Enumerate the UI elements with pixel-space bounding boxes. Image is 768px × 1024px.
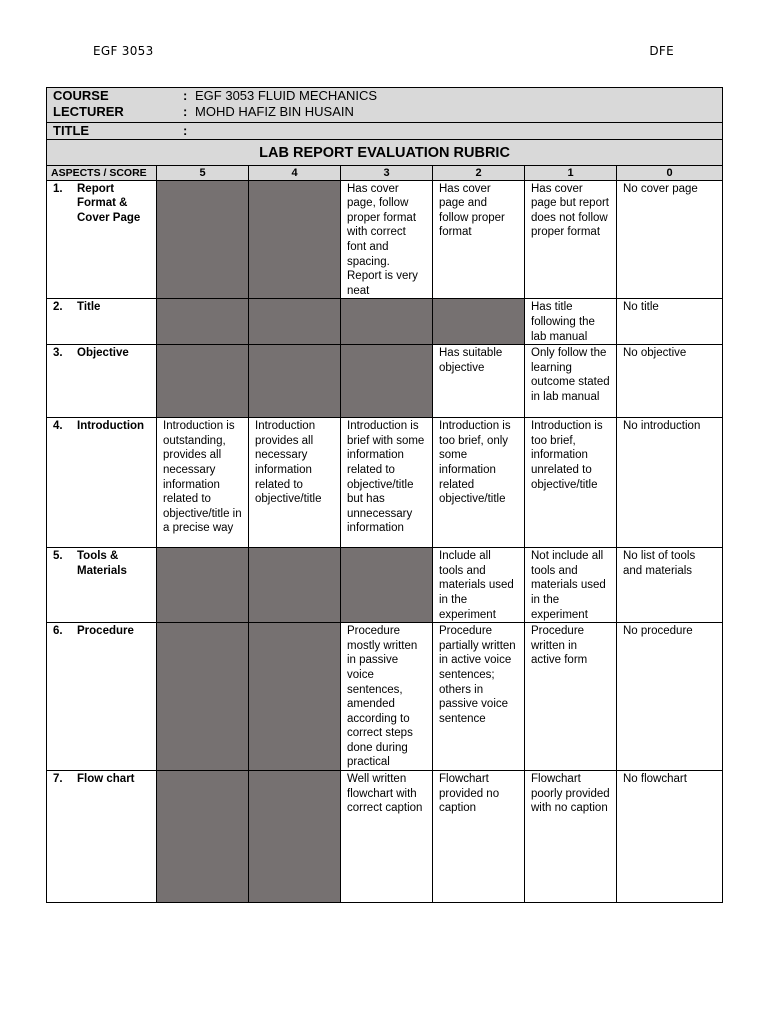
shaded-cell <box>249 623 341 771</box>
aspect-cell <box>47 548 157 623</box>
criteria-cell: Introduction is too brief, only some information related objective/title <box>433 418 525 548</box>
rubric-row <box>47 771 723 903</box>
criteria-cell: Has suitable objective <box>433 345 525 418</box>
shaded-cell <box>341 548 433 623</box>
rubric-row <box>47 623 723 771</box>
info-box <box>47 88 723 123</box>
aspect-name: Procedure <box>77 625 134 638</box>
criteria-cell: Only follow the learning outcome stated in lab manual <box>525 345 617 418</box>
shaded-cell <box>157 299 249 345</box>
criteria-cell: Procedure written in active form <box>525 623 617 771</box>
lecturer-label: LECTURER <box>53 103 124 119</box>
shaded-cell <box>157 623 249 771</box>
criteria-cell: No list of tools and materials <box>617 548 723 623</box>
criteria-cell: No introduction <box>617 418 723 548</box>
criteria-cell: Well written flowchart with correct caption <box>341 771 433 903</box>
aspect-name: Title <box>77 301 101 314</box>
criteria-cell: Has title following the lab manual <box>525 299 617 345</box>
criteria-cell: Procedure partially written in active voice sentences; others in passive voice sentence <box>433 623 525 771</box>
rubric-row <box>47 418 723 548</box>
shaded-cell <box>157 180 249 299</box>
aspect-number: 6. <box>53 625 63 638</box>
score-header-0: 0 <box>617 165 723 180</box>
course-value: EGF 3053 FLUID MECHANICS <box>195 87 378 103</box>
title-colon: : <box>183 122 188 138</box>
course-colon: : <box>183 87 188 103</box>
title-box <box>47 123 723 140</box>
aspect-name: Report Format & Cover Page <box>77 182 141 224</box>
criteria-cell: Introduction provides all necessary information related to objective/title <box>249 418 341 548</box>
score-header-row <box>47 165 723 180</box>
aspect-name: Introduction <box>77 420 145 433</box>
criteria-cell: Include all tools and materials used in the experiment <box>433 548 525 623</box>
aspect-cell <box>47 299 157 345</box>
rubric-title: LAB REPORT EVALUATION RUBRIC <box>47 140 723 166</box>
aspect-number: 5. <box>53 550 63 563</box>
shaded-cell <box>249 345 341 418</box>
rubric-row <box>47 345 723 418</box>
score-header-1: 1 <box>525 165 617 180</box>
shaded-cell <box>341 345 433 418</box>
shaded-cell <box>249 548 341 623</box>
score-header-5: 5 <box>157 165 249 180</box>
title-label: TITLE <box>53 122 90 138</box>
aspect-cell <box>47 418 157 548</box>
shaded-cell <box>433 299 525 345</box>
score-header-2: 2 <box>433 165 525 180</box>
criteria-cell: Procedure mostly written in passive voice sentences, amended according to correct steps done during practical <box>341 623 433 771</box>
shaded-cell <box>249 299 341 345</box>
aspect-cell <box>47 623 157 771</box>
score-header-3: 3 <box>341 165 433 180</box>
shaded-cell <box>341 299 433 345</box>
criteria-cell: No flowchart <box>617 771 723 903</box>
shaded-cell <box>157 345 249 418</box>
criteria-cell: Flowchart provided no caption <box>433 771 525 903</box>
rubric-row <box>47 548 723 623</box>
score-header-4: 4 <box>249 165 341 180</box>
shaded-cell <box>249 180 341 299</box>
aspect-name: Tools & Materials <box>77 550 127 577</box>
shaded-cell <box>157 771 249 903</box>
criteria-cell: Has cover page and follow proper format <box>433 180 525 299</box>
department-header: DFE <box>649 44 674 58</box>
rubric-row <box>47 299 723 345</box>
criteria-cell: No objective <box>617 345 723 418</box>
criteria-cell: No title <box>617 299 723 345</box>
aspect-cell <box>47 771 157 903</box>
course-code-header: EGF 3053 <box>93 44 154 58</box>
aspect-number: 7. <box>53 773 63 786</box>
criteria-cell: No procedure <box>617 623 723 771</box>
aspect-number: 1. <box>53 182 63 195</box>
score-header-aspects: ASPECTS / SCORE <box>47 165 157 180</box>
aspect-cell <box>47 345 157 418</box>
criteria-cell: Has cover page but report does not follow proper format <box>525 180 617 299</box>
criteria-cell: No cover page <box>617 180 723 299</box>
aspect-name: Objective <box>77 347 129 360</box>
shaded-cell <box>157 548 249 623</box>
criteria-cell: Introduction is brief with some information related to objective/title but has unnecessary information <box>341 418 433 548</box>
aspect-cell <box>47 180 157 299</box>
criteria-cell: Flowchart poorly provided with no caption <box>525 771 617 903</box>
aspect-name: Flow chart <box>77 773 135 786</box>
aspect-number: 2. <box>53 301 63 314</box>
rubric-row <box>47 180 723 299</box>
lecturer-colon: : <box>183 103 188 119</box>
criteria-cell: Not include all tools and materials used in the experiment <box>525 548 617 623</box>
aspect-number: 4. <box>53 420 63 433</box>
criteria-cell: Introduction is outstanding, provides all necessary information related to objective/title in a precise way <box>157 418 249 548</box>
course-label: COURSE <box>53 87 109 103</box>
criteria-cell: Introduction is too brief, information unrelated to objective/title <box>525 418 617 548</box>
aspect-number: 3. <box>53 347 63 360</box>
rubric-table <box>46 87 723 903</box>
criteria-cell: Has cover page, follow proper format with correct font and spacing. Report is very neat <box>341 180 433 299</box>
shaded-cell <box>249 771 341 903</box>
lecturer-value: MOHD HAFIZ BIN HUSAIN <box>195 103 354 119</box>
